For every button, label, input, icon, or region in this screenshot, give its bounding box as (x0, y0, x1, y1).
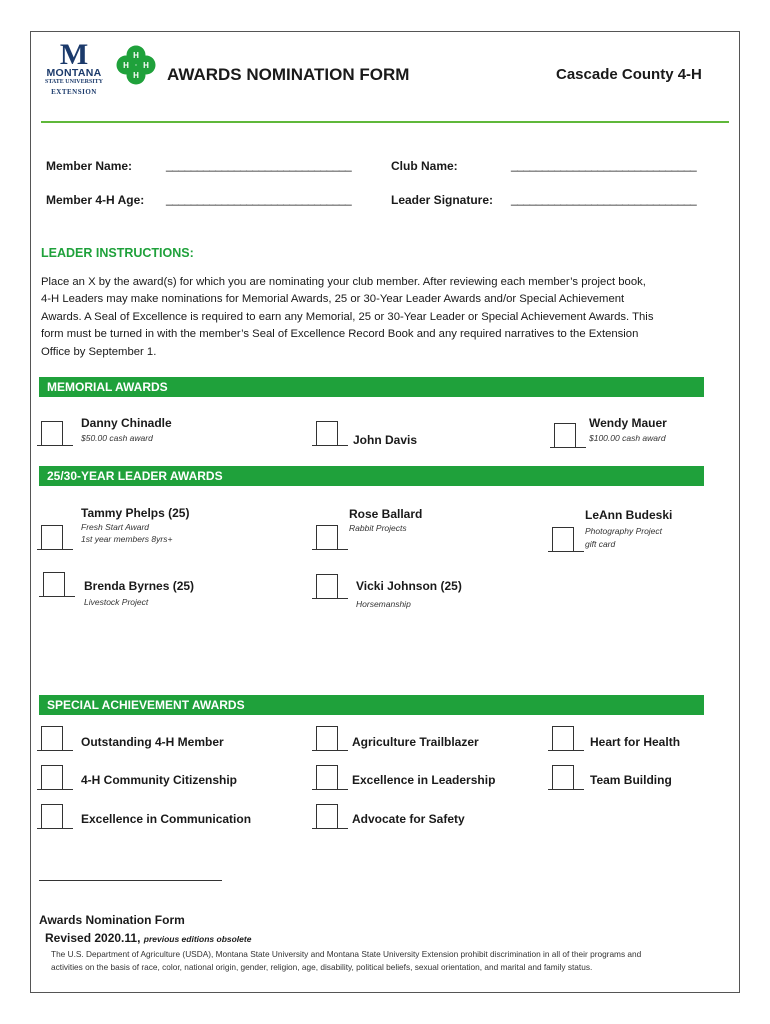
award-name: Vicki Johnson (25) (356, 579, 462, 593)
award-detail: gift card (585, 539, 616, 549)
award-name: John Davis (353, 433, 418, 447)
award-name: Brenda Byrnes (25) (84, 579, 195, 593)
member-age-label: Member 4-H Age: (46, 193, 145, 207)
award-name: Danny Chinadle (81, 416, 172, 430)
footer-divider (39, 880, 222, 881)
award-name: Heart for Health (590, 735, 681, 749)
leader-signature-label: Leader Signature: (391, 193, 494, 207)
msu-logo-name: MONTANA (46, 67, 102, 79)
checkbox-underline (548, 750, 584, 751)
leann-budeski-checkbox[interactable] (552, 527, 574, 551)
nondiscrimination-line: The U.S. Department of Agriculture (USDA), Montana State University and Montana State University Extension prohibit discrimination in all of their programs and (51, 949, 642, 959)
nondiscrimination-statement (51, 948, 721, 973)
leader-signature-field[interactable]: ______________________________ (511, 192, 697, 206)
instructions-heading: LEADER INSTRUCTIONS: (41, 246, 194, 260)
award-detail: Photography Project (585, 526, 663, 536)
footer-form-name: Awards Nomination Form (39, 913, 185, 927)
member-name-label: Member Name: (46, 159, 133, 173)
checkbox-underline (550, 447, 586, 448)
checkbox-underline (37, 549, 73, 550)
checkbox-underline (37, 750, 73, 751)
instructions-line: Place an X by the award(s) for which you are nominating your club member. After reviewing each member’s project book, (41, 276, 646, 288)
form-title: AWARDS NOMINATION FORM (167, 65, 410, 84)
award-detail: 1st year members 8yrs+ (81, 534, 173, 544)
checkbox-underline (548, 789, 584, 790)
agriculture-trailblazer-checkbox[interactable] (316, 726, 338, 750)
award-detail: Livestock Project (84, 597, 149, 607)
club-name-field[interactable]: ______________________________ (511, 158, 697, 172)
award-detail: Horsemanship (356, 599, 411, 609)
rose-ballard-checkbox[interactable] (316, 525, 338, 549)
memorial-awards-header: MEMORIAL AWARDS (39, 377, 704, 397)
checkbox-underline (312, 549, 348, 550)
msu-logo-univ: STATE UNIVERSITY (45, 79, 103, 85)
form-page (30, 31, 740, 993)
award-name: Excellence in Communication (81, 812, 252, 826)
instructions-line: Awards. A Seal of Excellence is required to earn any Memorial, 25 or 30-Year Leader or Special Achievement Awards. This (41, 310, 654, 323)
member-age-field[interactable]: ______________________________ (166, 192, 352, 206)
instructions-line: Office by September 1. (41, 345, 157, 358)
checkbox-underline (312, 445, 348, 446)
checkbox-underline (39, 596, 75, 597)
clover-letter: H (133, 71, 139, 80)
checkbox-underline (548, 551, 584, 552)
footer-revision (45, 931, 251, 945)
clover-letter: H (123, 61, 129, 70)
john-davis-checkbox[interactable] (316, 421, 338, 445)
award-name: LeAnn Budeski (585, 508, 673, 522)
brenda-byrnes-checkbox[interactable] (43, 572, 65, 596)
checkbox-underline (312, 750, 348, 751)
msu-logo-ext: EXTENSION (51, 88, 97, 96)
heart-for-health-checkbox[interactable] (552, 726, 574, 750)
header-divider (41, 121, 729, 123)
checkbox-underline (312, 789, 348, 790)
msu-m-letter: M (59, 38, 89, 71)
community-citizenship-checkbox[interactable] (41, 765, 63, 789)
leader-awards-header: 25/30-YEAR LEADER AWARDS (39, 466, 704, 486)
award-detail: $50.00 cash award (81, 433, 153, 443)
checkbox-underline (37, 789, 73, 790)
award-name: Team Building (590, 773, 672, 787)
excellence-communication-checkbox[interactable] (41, 804, 63, 828)
award-detail: Rabbit Projects (349, 523, 407, 533)
award-name: Advocate for Safety (352, 812, 465, 826)
award-name: 4-H Community Citizenship (81, 773, 238, 787)
clover-letter: H (143, 61, 149, 70)
clover-letter: H (133, 51, 139, 60)
wendy-mauer-checkbox[interactable] (554, 423, 576, 447)
award-name: Rose Ballard (349, 507, 423, 521)
checkbox-underline (37, 828, 73, 829)
checkbox-underline (312, 828, 348, 829)
county-name: Cascade County 4-H (556, 66, 702, 83)
instructions-line: 4-H Leaders may make nominations for Memorial Awards, 25 or 30-Year Leader Awards and/or Special Achievement (41, 293, 625, 306)
revision-text: Revised 2020.11, (45, 931, 141, 945)
checkbox-underline (37, 445, 73, 446)
club-name-label: Club Name: (391, 159, 458, 173)
instructions-text (41, 274, 731, 361)
team-building-checkbox[interactable] (552, 765, 574, 789)
obsolete-note: previous editions obsolete (143, 934, 252, 944)
instructions-line: form must be turned in with the member’s Seal of Excellence Record Book and any required narratives to the Extension (41, 328, 639, 341)
member-name-field[interactable]: ______________________________ (166, 158, 352, 172)
award-name: Excellence in Leadership (352, 773, 496, 787)
msu-extension-logo (39, 38, 109, 96)
danny-chinadle-checkbox[interactable] (41, 421, 63, 445)
award-detail: Fresh Start Award (81, 522, 150, 532)
tammy-phelps-checkbox[interactable] (41, 525, 63, 549)
nondiscrimination-line: activities on the basis of race, color, national origin, gender, religion, age, disability, political beliefs, sexual orientation, and marital and family status. (51, 961, 593, 972)
4h-clover-icon (115, 44, 157, 86)
award-name: Agriculture Trailblazer (352, 735, 479, 749)
award-name: Wendy Mauer (589, 416, 667, 430)
special-awards-header: SPECIAL ACHIEVEMENT AWARDS (39, 695, 704, 715)
excellence-leadership-checkbox[interactable] (316, 765, 338, 789)
checkbox-underline (312, 598, 348, 599)
outstanding-member-checkbox[interactable] (41, 726, 63, 750)
award-name: Tammy Phelps (25) (81, 506, 190, 520)
award-name: Outstanding 4-H Member (81, 735, 224, 749)
advocate-safety-checkbox[interactable] (316, 804, 338, 828)
vicki-johnson-checkbox[interactable] (316, 574, 338, 598)
award-detail: $100.00 cash award (589, 433, 666, 443)
